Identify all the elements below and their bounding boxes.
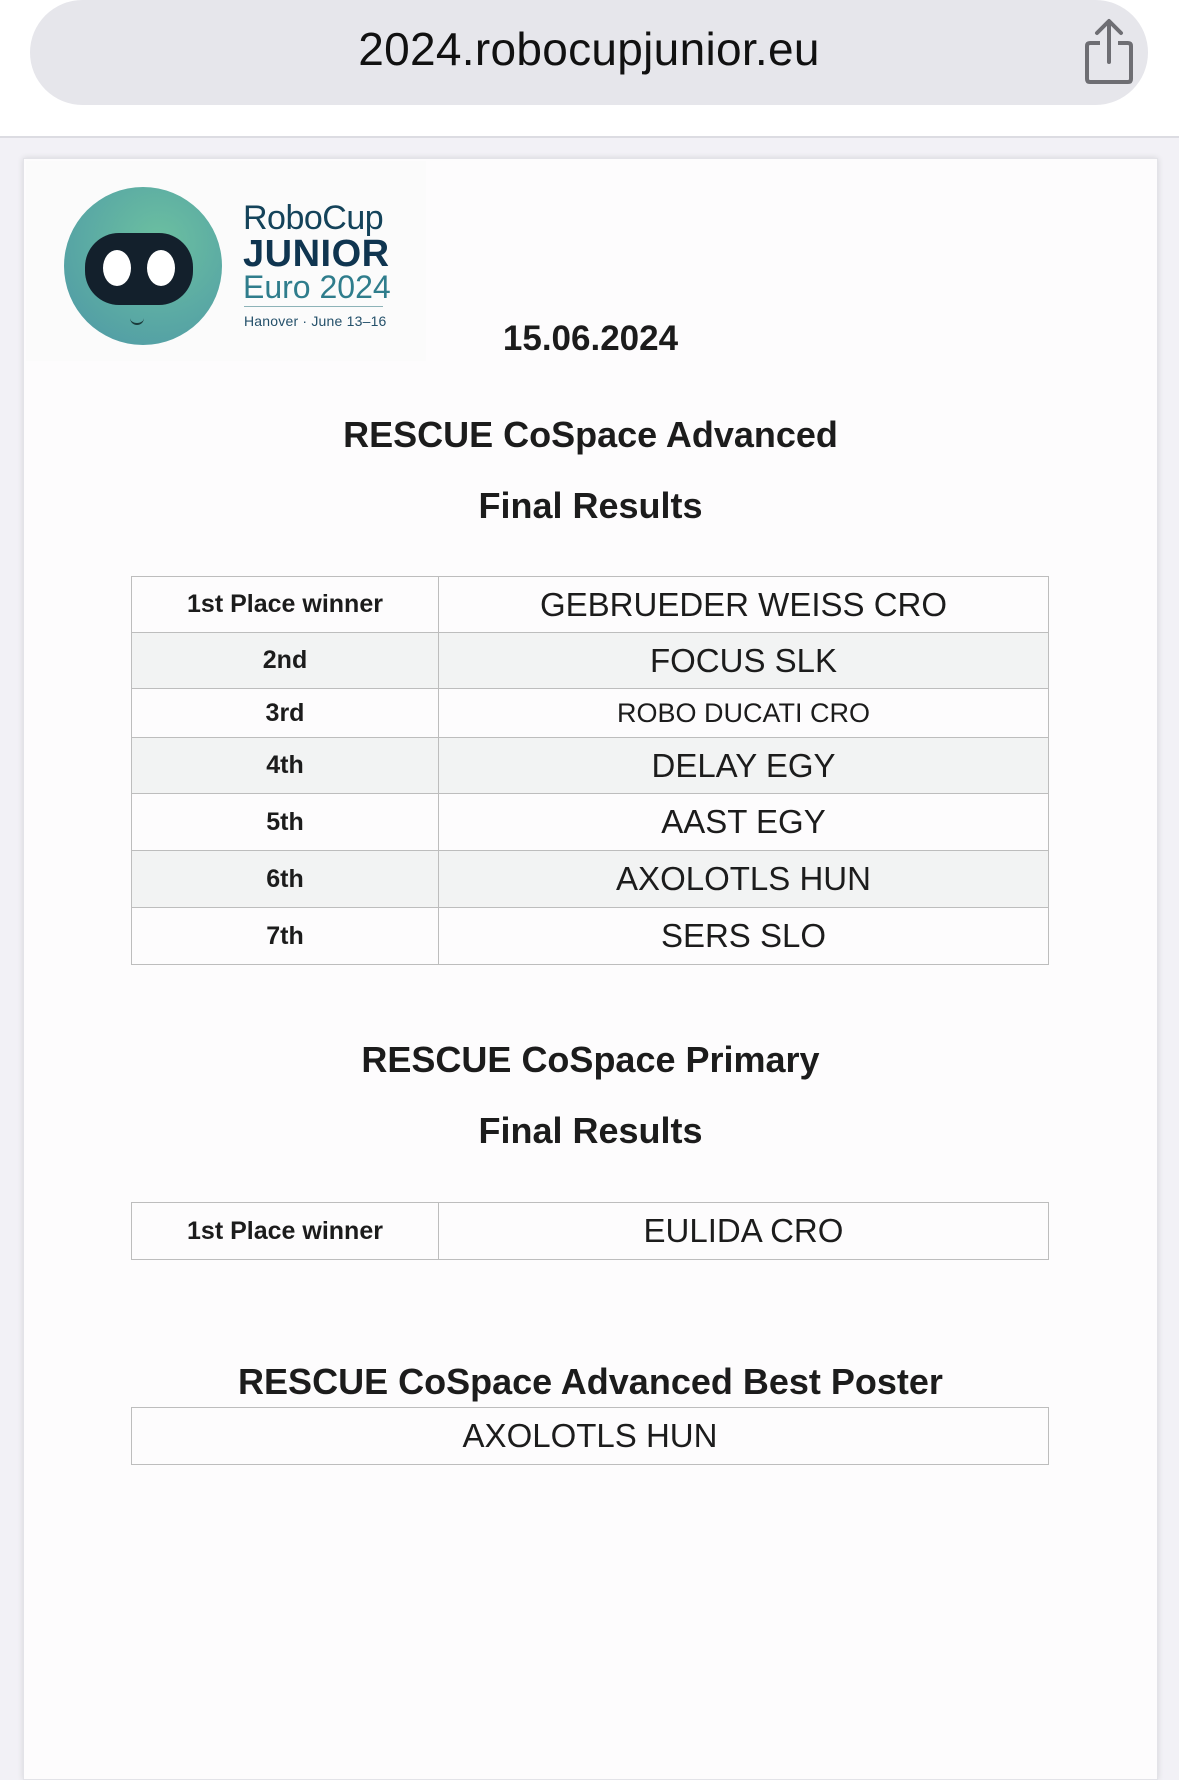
- table-row: [132, 689, 1049, 738]
- team-cell: ROBO DUCATI CRO: [439, 689, 1049, 738]
- place-cell: 1st Place winner: [132, 577, 439, 633]
- results-date: 15.06.2024: [502, 319, 679, 358]
- results-document: [23, 158, 1158, 1780]
- table-row: [132, 577, 1049, 633]
- logo-robocup-text: RoboCup: [243, 199, 384, 237]
- team-cell: AXOLOTLS HUN: [439, 851, 1049, 908]
- primary-subtitle: Final Results: [478, 1110, 703, 1151]
- table-row: [132, 794, 1049, 851]
- place-cell: 7th: [132, 908, 439, 965]
- table-row: [132, 908, 1049, 965]
- logo-junior-text: JUNIOR: [243, 233, 390, 275]
- team-cell: DELAY EGY: [439, 738, 1049, 794]
- place-cell: 1st Place winner: [132, 1203, 439, 1260]
- url-text[interactable]: 2024.robocupjunior.eu: [358, 23, 820, 75]
- place-cell: 3rd: [132, 689, 439, 738]
- browser-toolbar: [0, 0, 1179, 138]
- advanced-subtitle: Final Results: [478, 485, 703, 526]
- team-cell: FOCUS SLK: [439, 633, 1049, 689]
- team-cell: GEBRUEDER WEISS CRO: [439, 577, 1049, 633]
- address-bar[interactable]: [30, 0, 1148, 105]
- place-cell: 5th: [132, 794, 439, 851]
- logo-euro-text: Euro 2024: [243, 269, 391, 305]
- poster-winner: AXOLOTLS HUN: [131, 1407, 1049, 1465]
- table-row: [132, 738, 1049, 794]
- table-row: [132, 851, 1049, 908]
- advanced-title: RESCUE CoSpace Advanced: [343, 414, 838, 455]
- team-cell: AAST EGY: [439, 794, 1049, 851]
- place-cell: 4th: [132, 738, 439, 794]
- place-cell: 2nd: [132, 633, 439, 689]
- logo-location-text: Hanover · June 13–16: [244, 313, 387, 329]
- primary-results-table: [131, 1202, 1049, 1260]
- team-cell: EULIDA CRO: [439, 1203, 1049, 1260]
- primary-title: RESCUE CoSpace Primary: [361, 1039, 820, 1080]
- table-row: [132, 633, 1049, 689]
- team-cell: SERS SLO: [439, 908, 1049, 965]
- advanced-results-table: [131, 576, 1049, 965]
- table-row: [132, 1203, 1049, 1260]
- place-cell: 6th: [132, 851, 439, 908]
- share-icon[interactable]: [1080, 18, 1138, 86]
- poster-title: RESCUE CoSpace Advanced Best Poster: [238, 1361, 943, 1402]
